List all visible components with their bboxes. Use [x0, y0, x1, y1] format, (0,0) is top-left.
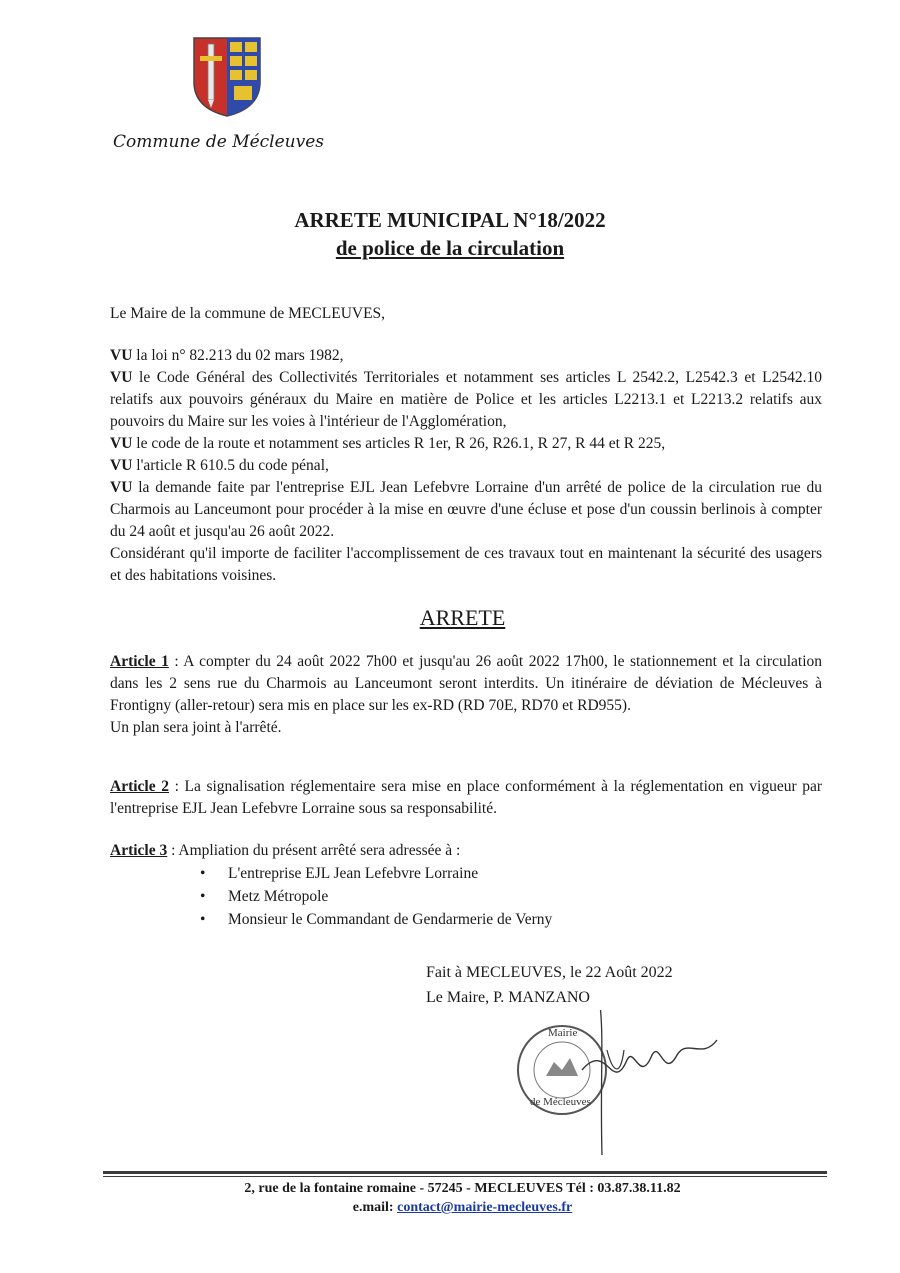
consideration-item	[110, 433, 822, 455]
consideration-text: Considérant qu'il importe de faciliter l'accomplissement de ces travaux tout en maintenant la sécurité des usagers et des habitations voisines.	[110, 545, 822, 584]
article-text: : La signalisation réglementaire sera mise en place conformément à la réglementation en vigueur par l'entreprise EJL Jean Lefebvre Lorraine sous sa responsabilité.	[110, 778, 823, 817]
article-label: Article 1	[110, 653, 169, 670]
article-2	[110, 776, 822, 820]
footer-email-line	[0, 1200, 900, 1216]
consideration-item	[110, 345, 822, 367]
considerations-block	[110, 345, 822, 587]
consideration-text: le code de la route et notamment ses articles R 1er, R 26, R26.1, R 27, R 44 et R 225,	[132, 435, 666, 452]
decree-subtitle-text: de police de la circulation	[335, 236, 565, 260]
article-label: Article 3	[110, 842, 168, 859]
article-3	[110, 840, 822, 862]
footer-address: 2, rue de la fontaine romaine - 57245 - MECLEUVES Tél : 03.87.38.11.82	[244, 1181, 681, 1196]
article-1	[110, 651, 822, 739]
consideration-text: le Code Général des Collectivités Territoriales et notamment ses articles L 2542.2, L2542.3 et L2542.10 relatifs aux pouvoirs généraux du Maire en matière de Police et les articles L2213.1 et L2213.2 relatifs aux pouvoirs du Maire sur les voies à l'intérieur de l'Agglomération,	[110, 369, 822, 430]
stamp-top-text: Mairie	[548, 1027, 578, 1039]
stamp-bottom-text: de Mécleuves	[530, 1096, 591, 1108]
list-item: • Metz Métropole	[200, 885, 552, 908]
consideration-lead: VU	[110, 347, 133, 364]
consideration-lead: VU	[110, 457, 133, 474]
list-item: • L'entreprise EJL Jean Lefebvre Lorraine	[200, 862, 552, 885]
footer-divider	[103, 1171, 827, 1174]
signer-name: Le Maire, P. MANZANO	[426, 989, 590, 1006]
consideration-item	[110, 367, 822, 433]
mairie-stamp-signature	[512, 1010, 722, 1160]
consideration-lead: VU	[110, 369, 133, 386]
recipients-list	[200, 862, 552, 931]
consideration-text: la loi n° 82.213 du 02 mars 1982,	[132, 347, 344, 364]
consideration-text: l'article R 610.5 du code pénal,	[132, 457, 329, 474]
signature-block	[426, 960, 673, 1010]
article-text: : Ampliation du présent arrêté sera adressée à :	[167, 842, 461, 859]
decree-subtitle	[0, 236, 900, 261]
consideration-lead: VU	[110, 479, 133, 496]
consideration-item	[110, 455, 822, 477]
email-label: e.mail:	[352, 1200, 398, 1215]
article-label: Article 2	[110, 778, 169, 795]
arrete-heading-text: ARRETE	[419, 605, 506, 630]
place-date: Fait à MECLEUVES, le 22 Août 2022	[426, 964, 673, 981]
article-1-extra: Un plan sera joint à l'arrêté.	[110, 719, 282, 736]
article-1-body	[110, 651, 822, 717]
article-text: : A compter du 24 août 2022 7h00 et jusqu'au 26 août 2022 17h00, le stationnement et la circulation dans les 2 sens rue du Charmois au Lanceumont seront interdits. Un itinéraire de déviation de Mécleuves à Frontigny (aller-retour) sera mis en place sur les ex-RD (RD 70E, RD70 et RD955).	[110, 653, 822, 714]
footer-divider-thin	[103, 1176, 827, 1177]
consideration-lead: VU	[110, 435, 133, 452]
arrete-heading	[0, 605, 900, 631]
coat-of-arms-logo	[190, 34, 264, 118]
consideration-item	[110, 543, 822, 587]
commune-name: Commune de Mécleuves	[113, 132, 325, 152]
decree-title: ARRETE MUNICIPAL N°18/2022	[294, 208, 606, 232]
email-link[interactable]: contact@mairie-mecleuves.fr	[397, 1200, 573, 1215]
list-item: • Monsieur le Commandant de Gendarmerie de Verny	[200, 908, 552, 931]
intro-text: Le Maire de la commune de MECLEUVES,	[110, 305, 386, 322]
consideration-item	[110, 477, 822, 543]
consideration-text: la demande faite par l'entreprise EJL Jean Lefebvre Lorraine d'un arrêté de police de la circulation rue du Charmois au Lanceumont pour procéder à la mise en œuvre d'une écluse et pose d'un coussin berlinois à compter du 24 août et jusqu'au 26 août 2022.	[110, 479, 822, 540]
